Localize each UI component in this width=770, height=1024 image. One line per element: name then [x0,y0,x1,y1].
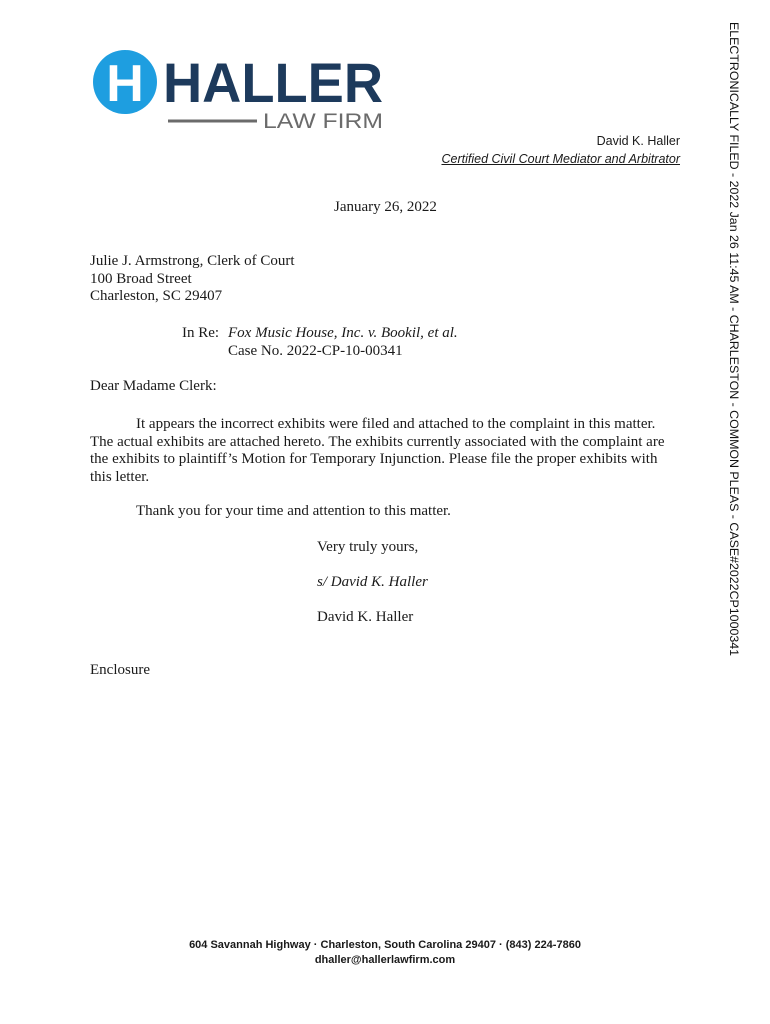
thanks-paragraph: Thank you for your time and attention to this matter. [136,503,451,519]
sender-name: David K. Haller [596,134,680,148]
logo-name: HALLER [163,51,383,114]
re-block [228,325,458,360]
signer-name: David K. Haller [317,609,414,625]
case-title: Fox Music House, Inc. v. Bookil, et al. [228,325,458,341]
footer-address: 604 Savannah Highway · Charleston, South Carolina 29407 · (843) 224-7860 [189,939,581,951]
logo-letter: H [106,55,144,113]
recipient-line-1: Julie J. Armstrong, Clerk of Court [90,253,295,269]
logo-sub: LAW FIRM [263,110,383,130]
electronic-signature: s/ David K. Haller [317,574,428,590]
re-label: In Re: [182,325,220,341]
recipient-line-3: Charleston, SC 29407 [90,288,223,304]
recipient-address [90,253,295,306]
body-paragraph: It appears the incorrect exhibits were filed and attached to the complaint in this matter. The actual exhibits are attached hereto. The exhibits currently associated with the complaint are the exhibits to plaintiff’s Motion for Temporary Injunction. Please file the proper exhibits with this letter. [90,416,665,485]
case-number: Case No. 2022-CP-10-00341 [228,342,403,359]
recipient-line-2: 100 Broad Street [90,270,192,287]
footer-email: dhaller@hallerlawfirm.com [314,953,456,966]
salutation: Dear Madame Clerk: [90,378,217,394]
letterhead-footer [0,938,770,967]
letter-date: January 26, 2022 [334,199,437,215]
haller-law-firm-logo [93,50,393,130]
sender-title: Certified Civil Court Mediator and Arbitrator [441,152,680,166]
enclosure-note: Enclosure [90,662,150,678]
sender-block [441,132,680,168]
efiling-stamp: ELECTRONICALLY FILED - 2022 Jan 26 11:45 AM - CHARLESTON - COMMON PLEAS - CASE#2022CP1000341 [727,22,741,657]
closing: Very truly yours, [317,539,419,555]
